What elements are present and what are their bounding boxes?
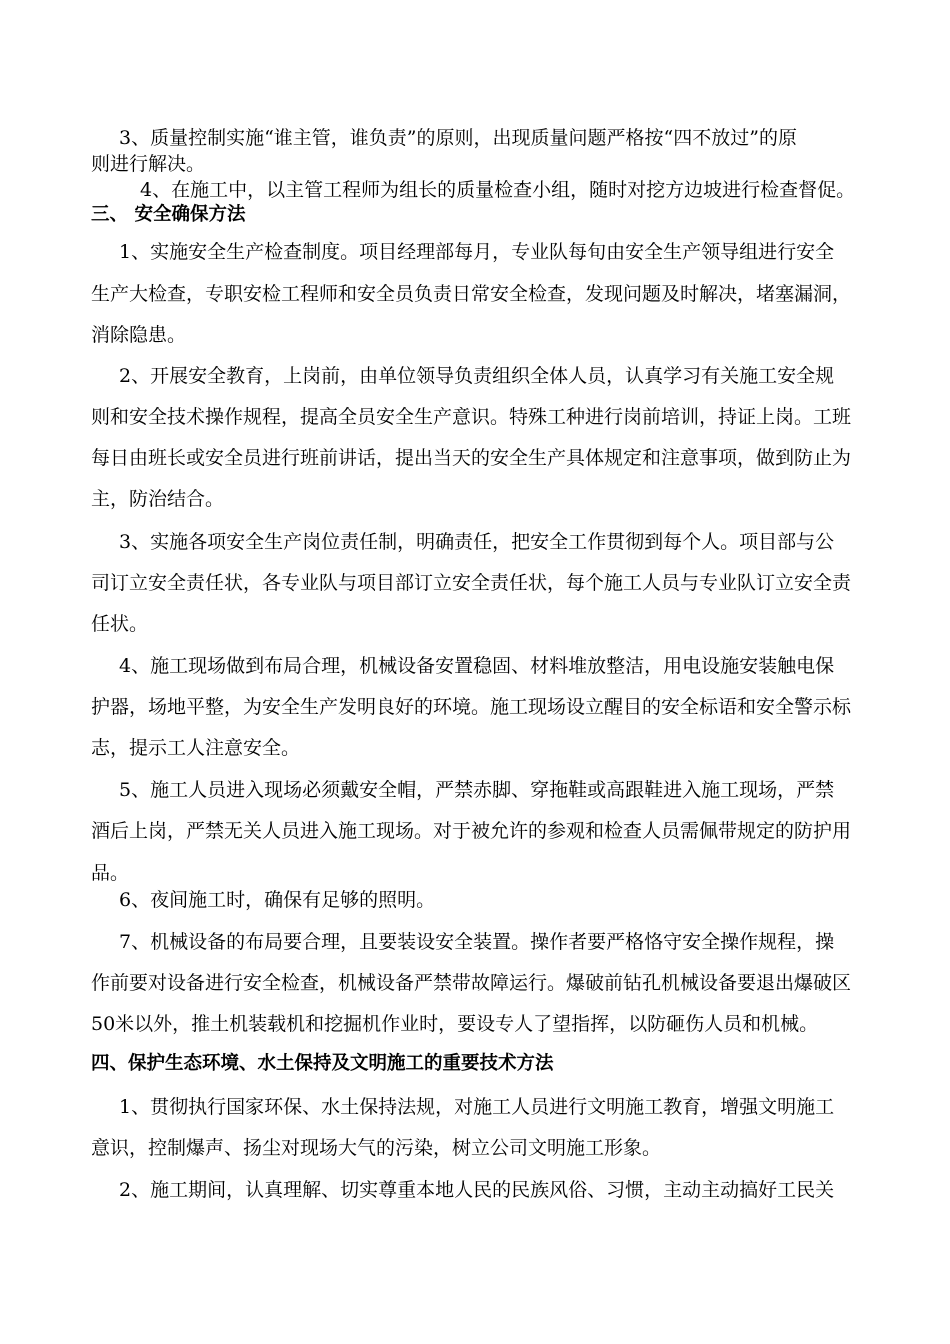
para-safety-4-line-3: 志，提示工人注意安全。: [91, 737, 301, 759]
para-safety-2-line-1: 2、开展安全教育，上岗前，由单位领导负责组织全体人员，认真学习有关施工安全规: [119, 365, 835, 387]
para-safety-7-line-2: 作前要对设备进行安全检查，机械设备严禁带故障运行。爆破前钻孔机械设备要退出爆破区: [91, 972, 852, 994]
para-safety-4-line-1: 4、施工现场做到布局合理，机械设备安置稳固、材料堆放整洁，用电设施安装触电保: [119, 655, 835, 677]
para-safety-3-line-2: 司订立安全责任状，各专业队与项目部订立安全责任状，每个施工人员与专业队订立安全责: [91, 572, 852, 594]
para-quality-4: 4、在施工中，以主管工程师为组长的质量检查小组，随时对挖方边坡进行检查督促。: [140, 179, 856, 201]
para-safety-5-line-3: 品。: [91, 862, 130, 884]
para-safety-2-line-4: 主，防治结合。: [91, 488, 225, 510]
para-safety-4-line-2: 护器，场地平整，为安全生产发明良好的环境。施工现场设立醒目的安全标语和安全警示标: [91, 696, 852, 718]
para-safety-2-line-2: 则和安全技术操作规程，提高全员安全生产意识。特殊工种进行岗前培训，持证上岗。工班: [91, 406, 852, 428]
para-safety-1-line-2: 生产大检查，专职安检工程师和安全员负责日常安全检查，发现问题及时解决，堵塞漏洞，: [91, 283, 852, 305]
para-safety-3-line-1: 3、实施各项安全生产岗位责任制，明确责任，把安全工作贯彻到每个人。项目部与公: [119, 531, 835, 553]
para-safety-5-line-1: 5、施工人员进入现场必须戴安全帽，严禁赤脚、穿拖鞋或高跟鞋进入施工现场，严禁: [119, 779, 835, 801]
para-safety-7-line-3: 50米以外，推土机装载机和挖掘机作业时，要设专人了望指挥，以防砸伤人员和机械。: [91, 1013, 819, 1035]
para-safety-2-line-3: 每日由班长或安全员进行班前讲话，提出当天的安全生产具体规定和注意事项，做到防止为: [91, 447, 852, 469]
section-heading-4: 四、保护生态环境、水土保持及文明施工的重要技术方法: [91, 1053, 554, 1074]
para-env-2-line-1: 2、施工期间，认真理解、切实尊重本地人民的民族风俗、习惯，主动主动搞好工民关: [119, 1179, 835, 1201]
para-safety-3-line-3: 任状。: [91, 613, 149, 635]
para-quality-3-line-1: 3、质量控制实施“谁主管，谁负责”的原则，出现质量问题严格按“四不放过”的原: [119, 127, 797, 149]
para-safety-7-line-1: 7、机械设备的布局要合理，且要装设安全装置。操作者要严格恪守安全操作规程，操: [119, 931, 835, 953]
para-safety-5-line-2: 酒后上岗，严禁无关人员进入施工现场。对于被允许的参观和检查人员需佩带规定的防护用: [91, 820, 852, 842]
section-heading-3: 三、 安全确保方法: [91, 204, 246, 225]
para-safety-1-line-1: 1、实施安全生产检查制度。项目经理部每月，专业队每旬由安全生产领导组进行安全: [119, 241, 835, 263]
para-env-1-line-2: 意识，控制爆声、扬尘对现场大气的污染，树立公司文明施工形象。: [91, 1137, 662, 1159]
para-quality-3-line-2: 则进行解决。: [91, 153, 206, 175]
para-env-1-line-1: 1、贯彻执行国家环保、水土保持法规，对施工人员进行文明施工教育，增强文明施工: [119, 1096, 835, 1118]
para-safety-6: 6、夜间施工时，确保有足够的照明。: [119, 889, 436, 911]
para-safety-1-line-3: 消除隐患。: [91, 324, 187, 346]
